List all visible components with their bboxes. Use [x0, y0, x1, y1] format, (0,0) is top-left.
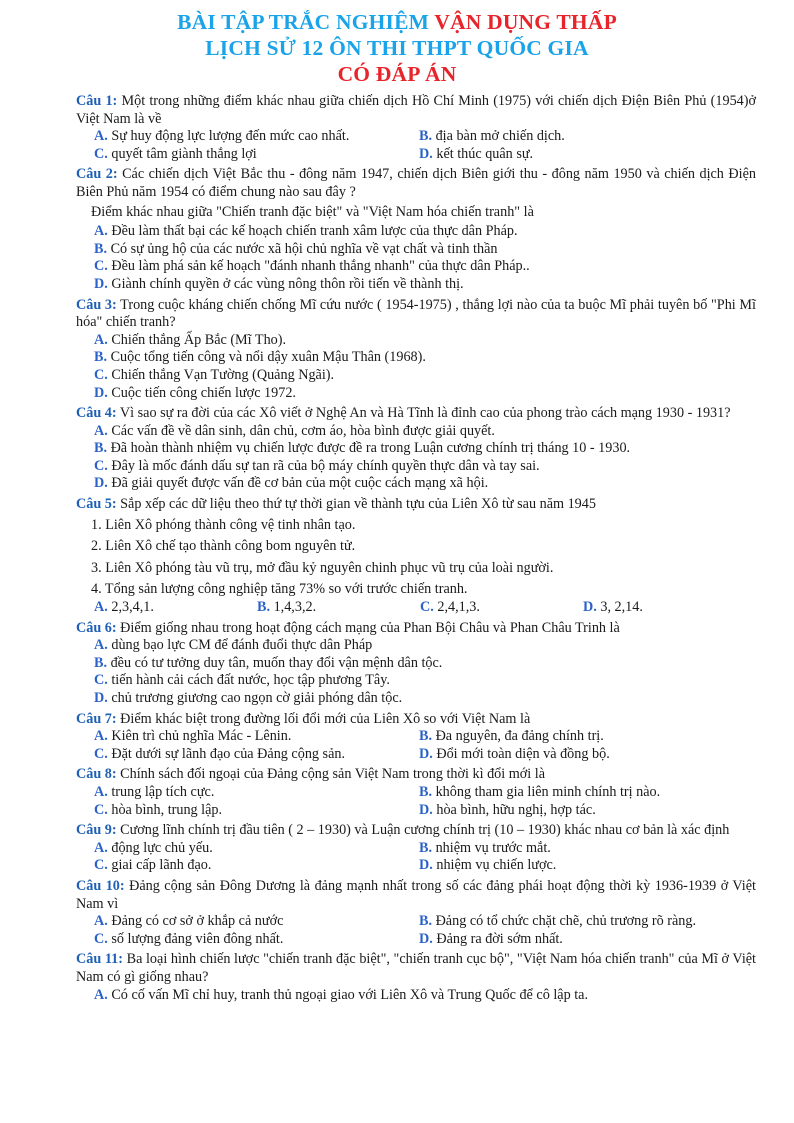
option-letter: C.: [94, 366, 108, 383]
question-label: Câu 10:: [76, 877, 125, 894]
option-d: [583, 599, 643, 617]
question-label: Câu 1:: [76, 93, 118, 109]
question-2: [76, 166, 756, 293]
title-line-1: [0, 9, 794, 35]
question-3: [76, 297, 756, 403]
option-text: hòa bình, trung lập.: [111, 801, 223, 818]
option-text: số lượng đảng viên đông nhất.: [111, 930, 284, 947]
option-a: [76, 987, 756, 1005]
option-letter: D.: [94, 384, 108, 401]
question-9: [76, 822, 756, 875]
option-text: Đa nguyên, đa đảng chính trị.: [435, 728, 604, 745]
option-letter: A.: [94, 223, 108, 240]
option-a: [76, 637, 756, 655]
option-letter: C.: [94, 745, 108, 762]
option-text: Có cố vấn Mĩ chỉ huy, tranh thủ ngoại giao với Liên Xô và Trung Quốc để cô lập ta.: [111, 986, 589, 1003]
list-item: 4. Tổng sản lượng công nghiệp tăng 73% so với trước chiến tranh.: [91, 581, 468, 598]
option-a: [94, 128, 419, 146]
option-letter: C.: [420, 599, 434, 616]
option-b: [76, 349, 756, 367]
option-text: Chiến thắng Ấp Bắc (Mĩ Tho).: [111, 331, 287, 348]
question-11: [76, 951, 756, 1004]
question-8: [76, 766, 756, 819]
option-letter: C.: [94, 457, 108, 474]
option-letter: B.: [419, 728, 433, 745]
option-letter: B.: [94, 440, 108, 457]
question-4: [76, 405, 756, 493]
option-a: [94, 728, 419, 746]
question-10: [76, 878, 756, 948]
question-6: [76, 620, 756, 708]
question-label: Câu 5:: [76, 496, 117, 513]
question-label: Câu 9:: [76, 822, 117, 839]
option-c: [94, 746, 419, 764]
option-b: [76, 241, 756, 259]
option-text: Có sự ủng hộ của các nước xã hội chủ nghĩa về vạt chất và tinh thần: [110, 240, 498, 257]
option-text: Đặt dưới sự lãnh đạo của Đảng cộng sản.: [111, 745, 346, 762]
option-c: [76, 258, 756, 276]
option-b: [419, 784, 660, 802]
option-text: Kiên trì chủ nghĩa Mác - Lênin.: [111, 728, 292, 745]
option-text: Cuộc tổng tiến công và nổi dậy xuân Mậu Thân (1968).: [110, 349, 426, 366]
option-letter: D.: [419, 145, 433, 162]
list-item: 1. Liên Xô phóng thành công vệ tinh nhân tạo.: [91, 516, 356, 533]
option-text: Sự huy động lực lượng đến mức cao nhất.: [111, 128, 350, 145]
question-intro: Điểm khác nhau giữa "Chiến tranh đặc biệt" và "Việt Nam hóa chiến tranh" là: [91, 203, 534, 220]
option-text: Đều làm thất bại các kế hoạch chiến tranh xâm lược của thực dân Pháp.: [111, 223, 518, 240]
option-text: Đổi mới toàn diện và đồng bộ.: [436, 745, 610, 762]
option-a: [76, 332, 756, 350]
option-c: [420, 599, 583, 617]
option-b: [76, 655, 756, 673]
question-text: Sắp xếp các dữ liệu theo thứ tự thời gian về thành tựu của Liên Xô từ sau năm 1945: [116, 496, 596, 513]
question-label: Câu 7:: [76, 710, 117, 727]
option-c: [94, 857, 419, 875]
option-text: hòa bình, hữu nghị, hợp tác.: [436, 801, 596, 818]
option-c: [94, 931, 419, 949]
option-a: [94, 599, 257, 617]
option-text: chủ trương giương cao ngọn cờ giải phóng dân tộc.: [111, 690, 403, 706]
option-b: [419, 128, 565, 146]
option-d: [76, 276, 756, 294]
question-text: Vì sao sự ra đời của các Xô viết ở Nghệ An và Hà Tĩnh là đỉnh cao của phong trào cách mạng 1930 - 1931?: [116, 405, 731, 422]
option-text: 3, 2,14.: [600, 599, 643, 616]
option-text: động lực chủ yếu.: [111, 839, 213, 856]
option-letter: B.: [419, 913, 433, 930]
option-text: giai cấp lãnh đạo.: [111, 857, 212, 874]
option-letter: B.: [94, 654, 108, 671]
option-a: [76, 423, 756, 441]
option-letter: D.: [419, 857, 433, 874]
question-text: Điểm khác biệt trong đường lối đổi mới của Liên Xô so với Việt Nam là: [116, 710, 531, 727]
title-part-1: BÀI TẬP TRẮC NGHIỆM: [177, 10, 435, 34]
option-letter: A.: [94, 637, 108, 654]
question-7: [76, 711, 756, 764]
option-letter: C.: [94, 145, 108, 162]
option-a: [76, 223, 756, 241]
question-text: Một trong những điểm khác nhau giữa chiến dịch Hồ Chí Minh (1975) với chiến dịch Điện Biên Phủ (1954)ở Việt Nam là về: [76, 93, 756, 127]
option-b: [419, 840, 551, 858]
option-letter: A.: [94, 599, 108, 616]
option-a: [94, 913, 419, 931]
option-c: [76, 367, 756, 385]
option-d: [76, 690, 756, 708]
option-b: [419, 913, 696, 931]
question-list: [76, 93, 756, 1007]
question-label: Câu 8:: [76, 766, 117, 783]
option-d: [419, 746, 610, 764]
question-label: Câu 6:: [76, 619, 117, 636]
option-letter: B.: [419, 839, 433, 856]
option-letter: D.: [419, 801, 433, 818]
option-text: đều có tư tưởng duy tân, muốn thay đổi vận mệnh dân tộc.: [110, 654, 443, 671]
question-label: Câu 2:: [76, 166, 118, 183]
option-letter: A.: [94, 913, 108, 930]
question-text: Đảng cộng sản Đông Dương là đảng mạnh nhất trong số các đảng phái hoạt động thời kỳ 1936-1939 ở Việt Nam vì: [76, 877, 756, 912]
option-letter: D.: [419, 745, 433, 762]
option-letter: A.: [94, 986, 108, 1003]
option-d: [419, 857, 556, 875]
option-c: [94, 802, 419, 820]
list-item: 3. Liên Xô phóng tàu vũ trụ, mở đầu kỷ nguyên chinh phục vũ trụ của loài người.: [91, 559, 554, 576]
option-letter: A.: [94, 422, 108, 439]
option-text: Đã hoàn thành nhiệm vụ chiến lược được đề ra trong Luận cương chính trị tháng 10 - 1930.: [110, 440, 631, 457]
option-text: Chiến thắng Vạn Tường (Quảng Ngãi).: [111, 366, 335, 383]
option-a: [94, 784, 419, 802]
option-letter: C.: [94, 930, 108, 947]
option-text: Đây là mốc đánh dấu sự tan rã của bộ máy chính quyền thực dân và tay sai.: [111, 457, 540, 474]
option-text: không tham gia liên minh chính trị nào.: [435, 783, 661, 800]
option-letter: D.: [94, 690, 108, 706]
option-text: quyết tâm giành thắng lợi: [111, 145, 257, 162]
option-c: [76, 672, 756, 690]
option-letter: B.: [419, 128, 433, 145]
option-letter: A.: [94, 331, 108, 348]
option-text: nhiệm vụ trước mắt.: [435, 839, 551, 856]
title-part-2: VẬN DỤNG THẤP: [434, 10, 617, 34]
option-d: [419, 146, 533, 164]
option-text: trung lập tích cực.: [111, 783, 215, 800]
option-a: [94, 840, 419, 858]
option-letter: A.: [94, 128, 108, 145]
question-label: Câu 3:: [76, 296, 117, 313]
option-b: [419, 728, 604, 746]
question-label: Câu 11:: [76, 951, 123, 968]
option-letter: D.: [419, 930, 433, 947]
option-c: [76, 458, 756, 476]
option-letter: A.: [94, 728, 108, 745]
option-letter: C.: [94, 258, 108, 275]
question-label: Câu 4:: [76, 405, 117, 422]
option-letter: A.: [94, 839, 108, 856]
option-b: [257, 599, 420, 617]
option-d: [76, 385, 756, 403]
option-letter: D.: [94, 475, 108, 492]
option-text: địa bàn mở chiến dịch.: [435, 128, 565, 145]
option-d: [419, 931, 563, 949]
option-text: kết thúc quân sự.: [436, 145, 534, 162]
question-text: Trong cuộc kháng chiến chống Mĩ cứu nước ( 1954-1975) , thắng lợi nào của ta buộc Mĩ phải tuyên bố "Phi Mĩ hóa" chiến tranh?: [76, 296, 756, 331]
option-text: Giành chính quyền ở các vùng nông thôn rồi tiến về thành thị.: [111, 275, 464, 292]
option-letter: A.: [94, 783, 108, 800]
option-text: dùng bạo lực CM để đánh đuổi thực dân Pháp: [111, 637, 373, 654]
question-5: [76, 496, 756, 617]
option-letter: B.: [257, 599, 271, 616]
list-item: 2. Liên Xô chế tạo thành công bom nguyên tử.: [91, 538, 356, 555]
option-text: tiến hành cải cách đất nước, học tập phương Tây.: [111, 672, 390, 689]
option-letter: C.: [94, 672, 108, 689]
option-c: [94, 146, 419, 164]
option-d: [419, 802, 596, 820]
option-letter: C.: [94, 801, 108, 818]
question-text: Ba loại hình chiến lược "chiến tranh đặc biệt", "chiến tranh cục bộ", "Việt Nam hóa chiến tranh" của Mĩ ở Việt Nam có gì giống nhau?: [76, 951, 756, 985]
option-text: Đã giải quyết được vấn đề cơ bản của một cuộc cách mạng xã hội.: [111, 475, 489, 492]
option-b: [76, 440, 756, 458]
option-text: Đều làm phá sản kế hoạch "đánh nhanh thắng nhanh" của thực dân Pháp..: [111, 258, 530, 275]
option-text: 1,4,3,2.: [273, 599, 317, 616]
title-line-2: LỊCH SỬ 12 ÔN THI THPT QUỐC GIA: [205, 36, 589, 60]
option-text: Các vấn đề về dân sinh, dân chủ, cơm áo, hòa bình được giải quyết.: [111, 422, 495, 439]
option-text: 2,4,1,3.: [437, 599, 480, 616]
option-letter: D.: [94, 275, 108, 292]
question-1: [76, 93, 756, 163]
question-text: Điểm giống nhau trong hoạt động cách mạng của Phan Bội Châu và Phan Châu Trinh là: [116, 619, 620, 636]
question-text: Các chiến dịch Việt Bắc thu - đông năm 1947, chiến dịch Biên giới thu - đông năm 1950 và chiến dịch Điện Biên Phủ năm 1954 có điểm chung nào sau đây ?: [76, 166, 756, 200]
option-letter: B.: [94, 240, 108, 257]
option-letter: B.: [94, 349, 108, 366]
option-text: Đảng có cơ sở ở khắp cả nước: [111, 913, 284, 930]
option-text: Cuộc tiến công chiến lược 1972.: [111, 384, 296, 401]
title-line-3: CÓ ĐÁP ÁN: [337, 62, 457, 86]
option-text: Đảng có tổ chức chặt chẽ, chủ trương rõ ràng.: [435, 913, 696, 930]
question-text: Chính sách đối ngoại của Đảng cộng sản Việt Nam trong thời kì đổi mới là: [116, 766, 546, 783]
option-text: 2,3,4,1.: [111, 599, 154, 616]
option-letter: B.: [419, 783, 433, 800]
option-letter: C.: [94, 857, 108, 874]
option-text: Đảng ra đời sớm nhất.: [436, 930, 563, 947]
option-d: [76, 475, 756, 493]
question-text: Cương lĩnh chính trị đầu tiên ( 2 – 1930) và Luận cương chính trị (10 – 1930) khác nhau cơ bản là xác định: [116, 822, 730, 839]
option-letter: D.: [583, 599, 597, 616]
option-text: nhiệm vụ chiến lược.: [436, 857, 557, 874]
